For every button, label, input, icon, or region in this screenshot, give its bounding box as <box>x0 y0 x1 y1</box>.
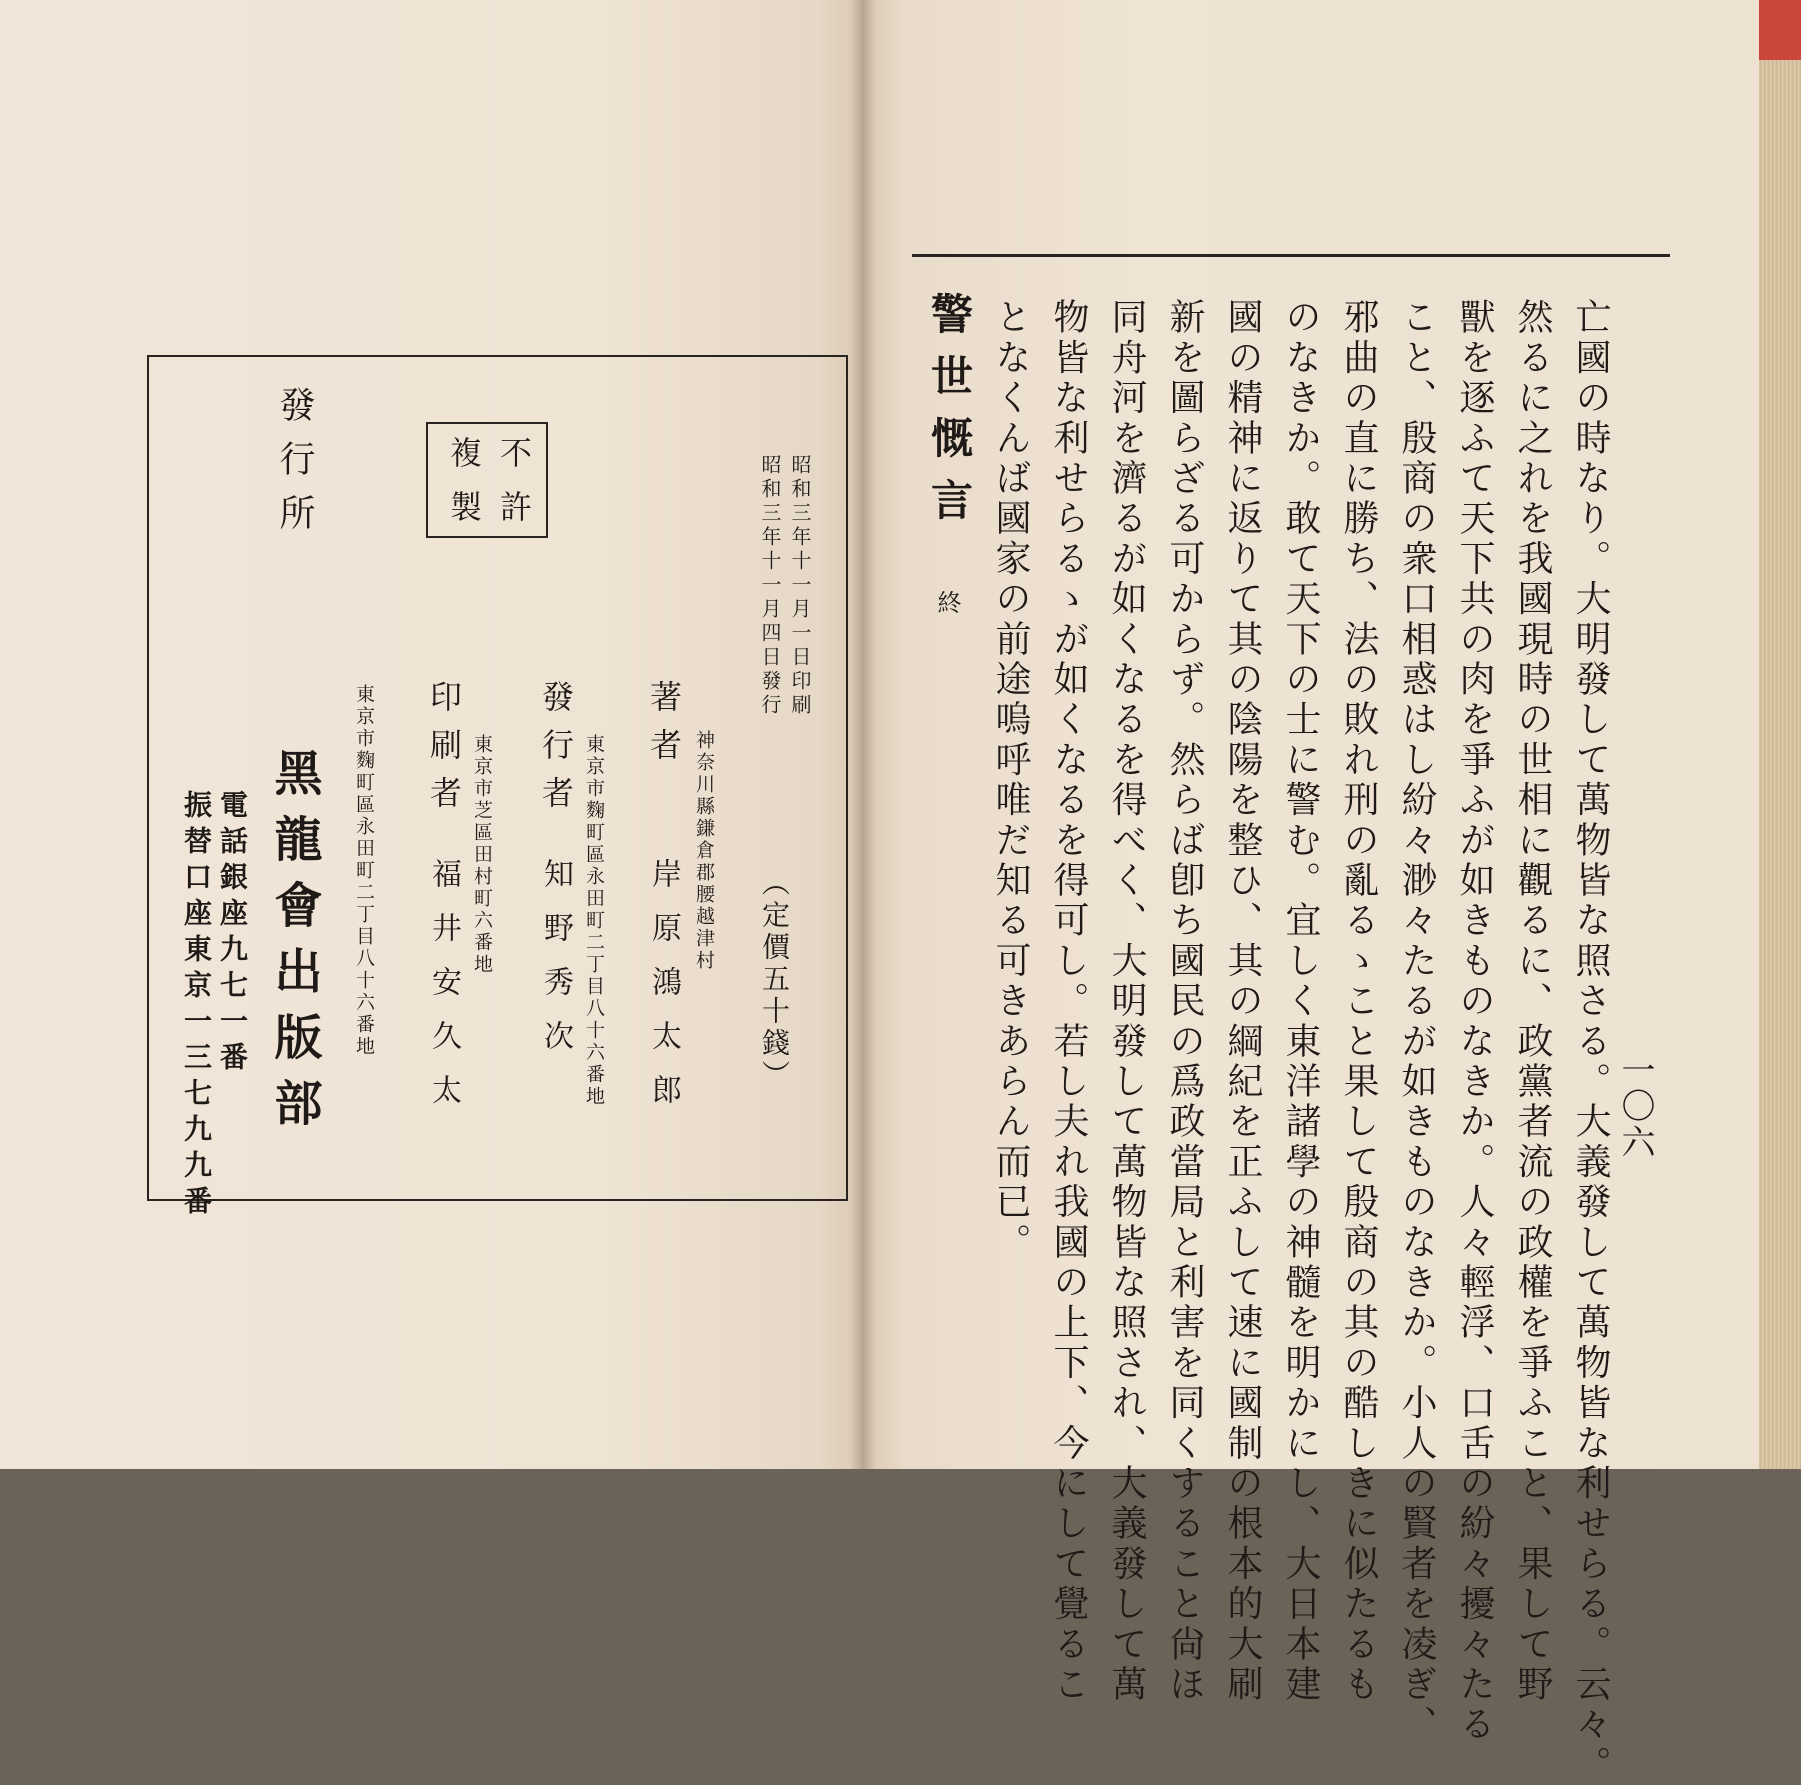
printer-address: 東京市芝區田村町六番地 <box>471 734 493 976</box>
body-line: 新を圖らざる可からず。然らば卽ち國民の爲政當局と利害を同くすること尙ほ <box>1164 298 1205 1705</box>
page-number: 一〇六 <box>1615 1052 1655 1160</box>
author-name: 岸原鴻太郎 <box>646 858 681 1128</box>
body-line: 獸を逐ふて天下共の肉を爭ふが如きものなきか。人々輕浮、口舌の紛々擾々たる <box>1454 298 1495 1746</box>
author-address: 神奈川縣鎌倉郡腰越津村 <box>693 730 715 972</box>
price: （定價五十錢） <box>758 868 791 1092</box>
publisher-label: 發行者 <box>537 680 575 824</box>
body-line: 亡國の時なり。大明發して萬物皆な照さる。大義發して萬物皆な利せらる。云々。 <box>1570 298 1611 1785</box>
body-line: 然るに之れを我國現時の世相に觀るに、政黨者流の政權を爭ふこと、果して野 <box>1512 298 1553 1705</box>
issued-date: 昭和三年十一月四日發行 <box>758 454 782 718</box>
notice-line: 不許 <box>495 436 533 544</box>
publisher-address: 東京市麴町區永田町二丁目八十六番地 <box>583 734 605 1108</box>
page-edges <box>1759 0 1801 1469</box>
body-line: こと、殷商の衆口相惑はし紛々渺々たるが如きものなきか。小人の賢者を凌ぎ、 <box>1396 298 1437 1746</box>
printed-date: 昭和三年十一月一日印刷 <box>788 454 812 718</box>
publisher-name: 知野秀次 <box>538 858 573 1074</box>
body-line: 國の精神に返りて其の陰陽を整ひ、其の綱紀を正ふして速に國制の根本的大刷 <box>1222 298 1263 1705</box>
body-line: 同舟河を濟るが如くなるを得べく、大明發して萬物皆な照され、大義發して萬 <box>1106 298 1147 1705</box>
body-line: となくんば國家の前途嗚呼唯だ知る可きあらん而已。 <box>990 298 1031 1263</box>
body-line: 物皆な利せらるゝが如くなるを得可し。若し夫れ我國の上下、今にして覺るこ <box>1048 298 1089 1705</box>
printer-label: 印刷者 <box>425 680 463 824</box>
author-label: 著者 <box>645 680 683 776</box>
issuing-office-label: 發行所 <box>274 386 315 548</box>
closing-end-mark: 終 <box>933 590 961 614</box>
transfer-account: 振替口座東京一三七九九番 <box>180 790 213 1222</box>
publisher-office-name: 黑龍會出版部 <box>266 748 322 1144</box>
top-rule <box>912 254 1670 257</box>
closing-title: 警世慨言 <box>925 292 974 540</box>
copyright-notice <box>426 422 548 544</box>
body-line: のなきか。敢て天下の士に警む。宜しく東洋諸學の神髓を明かにし、大日本建 <box>1280 298 1321 1705</box>
printer-name: 福井安久太 <box>426 858 461 1128</box>
notice-line: 複製 <box>445 436 483 544</box>
book-gutter <box>850 0 876 1469</box>
body-line: 邪曲の直に勝ち、法の敗れ刑の亂るゝこと果して殷商の其の酷しきに似たるも <box>1338 298 1379 1705</box>
office-address: 東京市麴町區永田町二丁目八十六番地 <box>353 684 375 1058</box>
phone-number: 電話銀座九七一番 <box>216 790 249 1078</box>
